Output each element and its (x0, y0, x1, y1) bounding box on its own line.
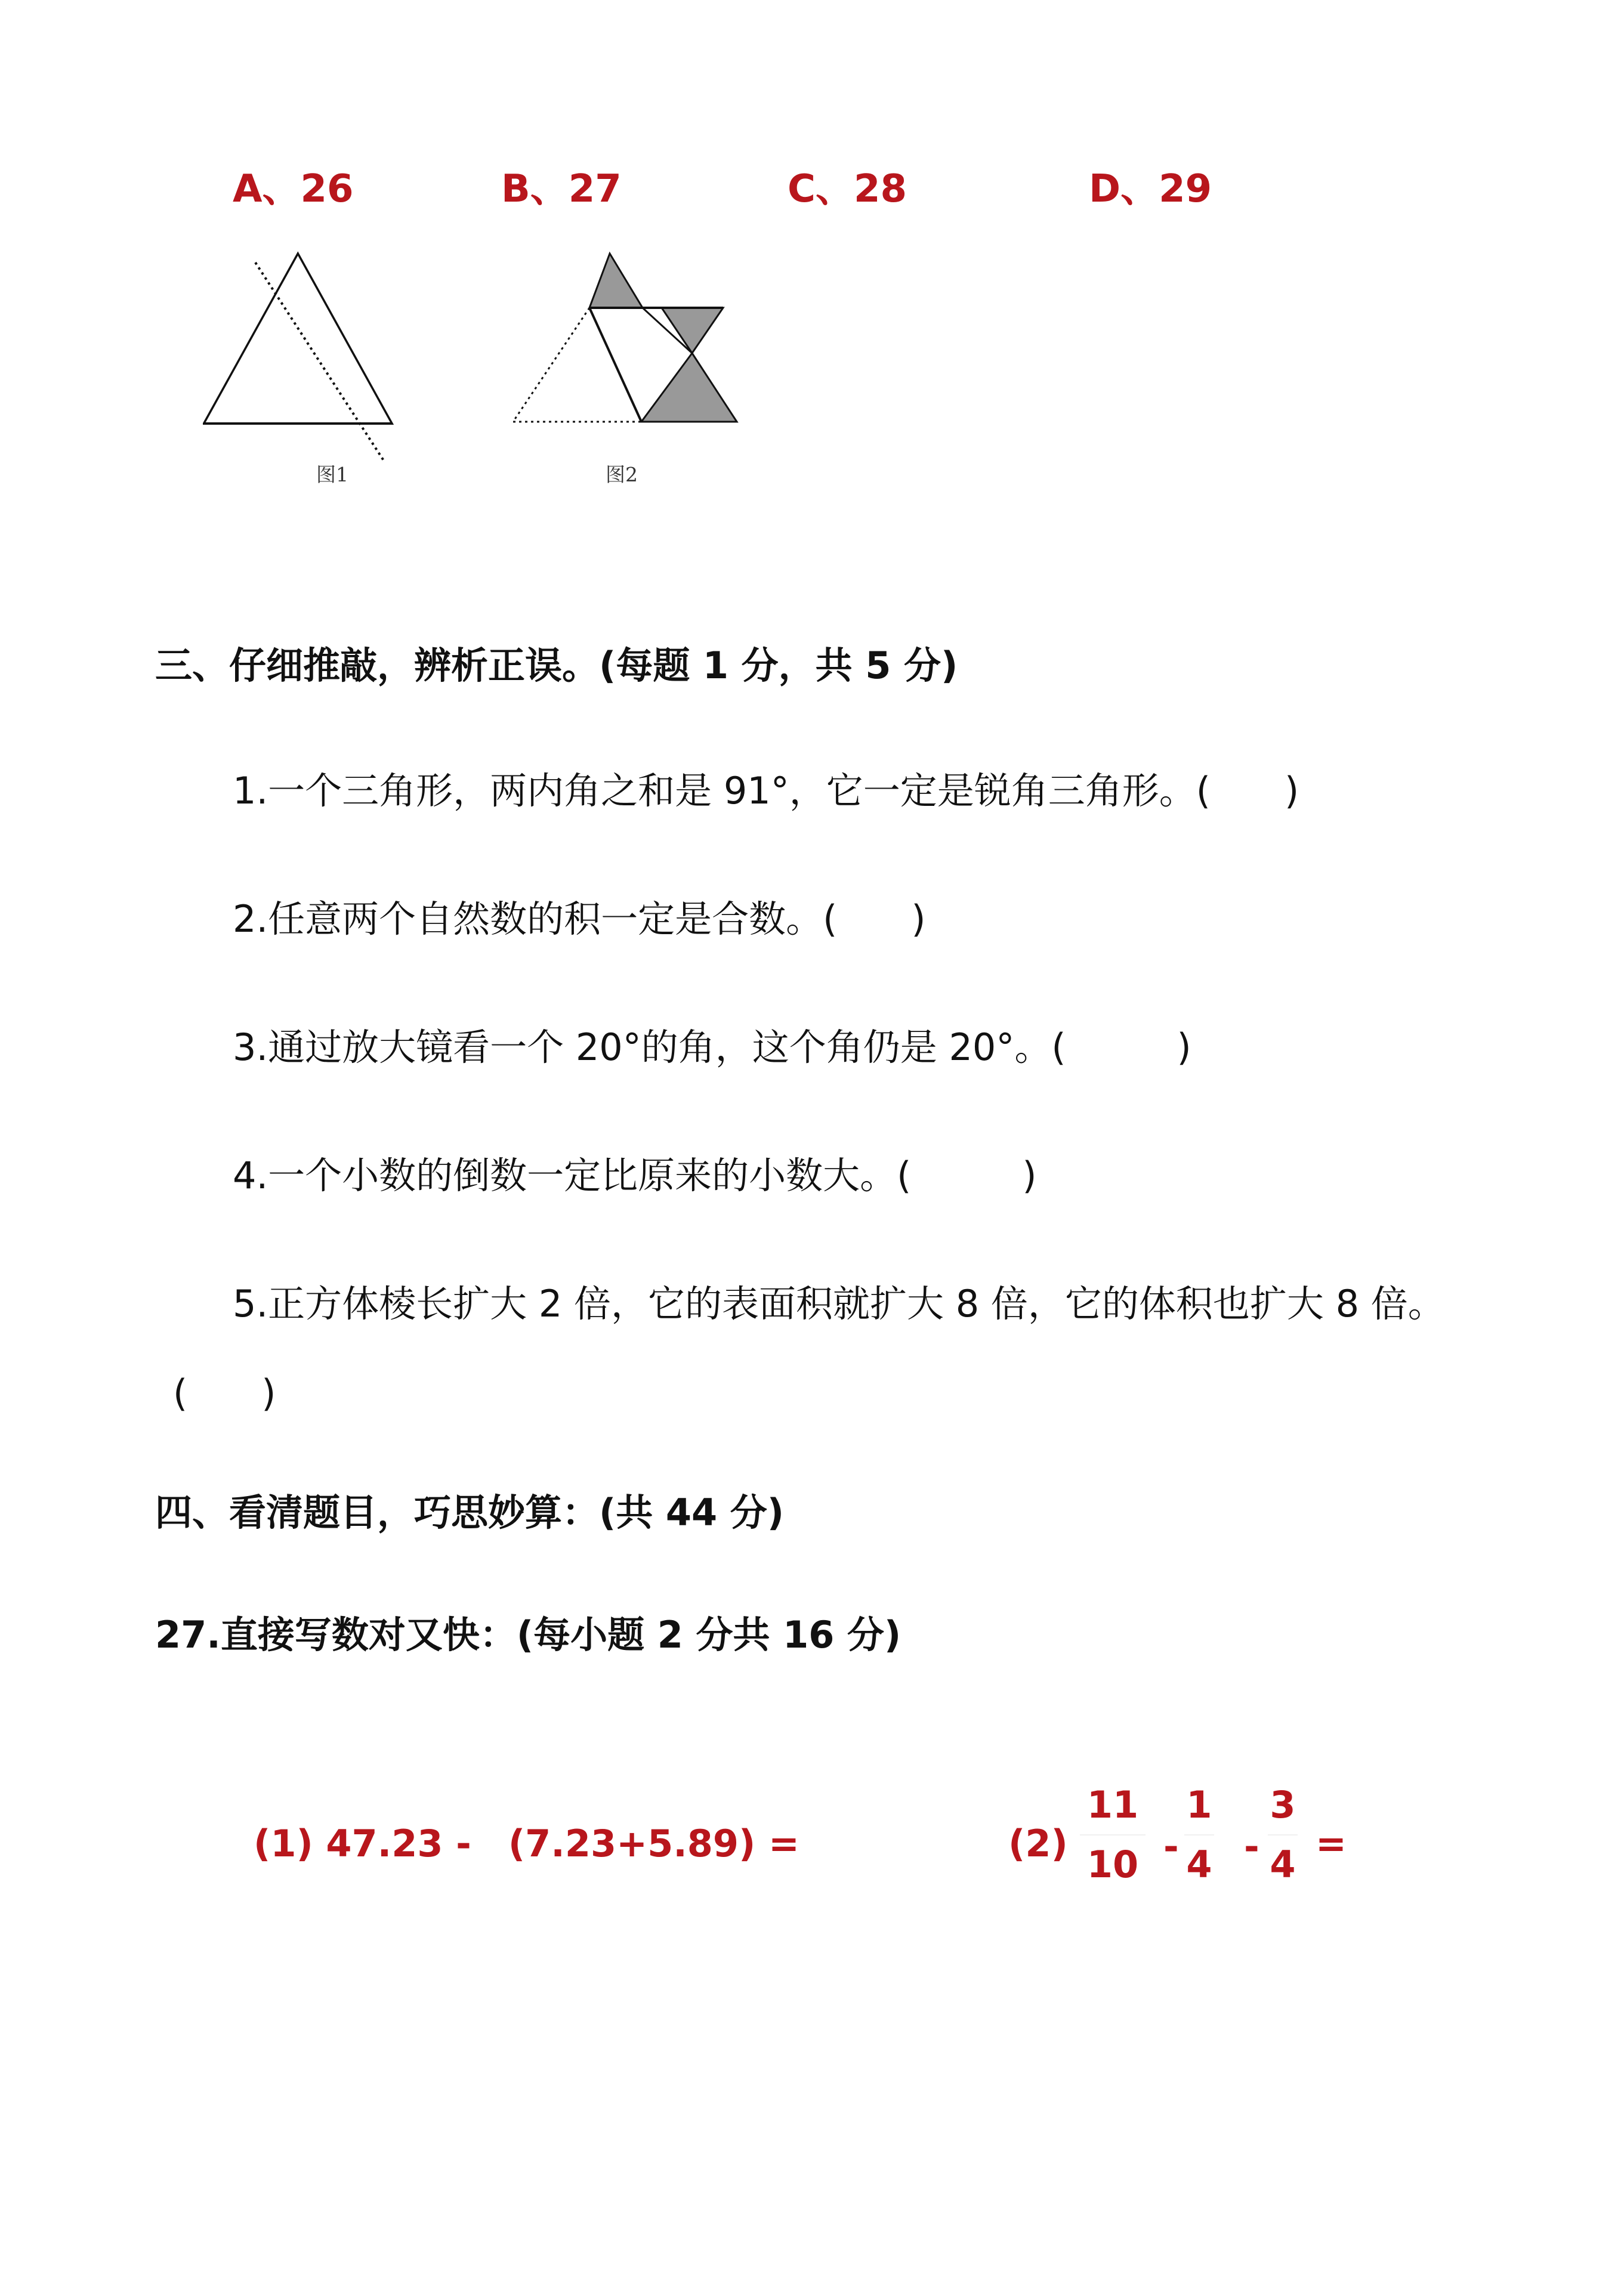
fraction-2 (1184, 1783, 1214, 1886)
fraction-3 (1268, 1783, 1298, 1886)
section-4-heading: 四、看清题目，巧思妙算：(共 44 分) (155, 1491, 785, 1534)
section-3-heading: 三、仔细推敲，辨析正误。(每题 1 分，共 5 分) (155, 644, 958, 687)
figure-2-folded-triangle (501, 245, 752, 435)
triangle-shape (204, 254, 392, 424)
question-item: 5.正方体棱长扩大 2 倍，它的表面积就扩大 8 倍，它的体积也扩大 8 倍。 (233, 1282, 1445, 1325)
fraction-bar (1268, 1834, 1298, 1835)
calc-1: (1) 47.23 - (7.23+5.89) = (254, 1822, 799, 1865)
option-c: C、28 (788, 167, 907, 211)
figure-1-triangle (203, 245, 406, 471)
dotted-left-edge (513, 308, 589, 422)
fraction-numerator: 3 (1270, 1783, 1296, 1827)
fraction-denominator: 4 (1270, 1843, 1296, 1886)
fraction-denominator: 10 (1086, 1843, 1139, 1886)
fraction-1 (1080, 1783, 1146, 1886)
question-item: 2.任意两个自然数的积一定是合数。( ) (233, 897, 926, 941)
minus-operator: - (1244, 1825, 1259, 1868)
shaded-bottom-triangle (641, 353, 737, 422)
question-item: 1.一个三角形，两内角之和是 91°，它一定是锐角三角形。( ) (233, 769, 1299, 812)
calc-2-label: (2) (1008, 1822, 1068, 1865)
fraction-bar (1184, 1834, 1214, 1835)
equals-sign: = (1316, 1822, 1347, 1865)
shaded-top-tip (589, 254, 643, 308)
shaded-mid-triangle (662, 308, 723, 353)
question-item: 4.一个小数的倒数一定比原来的小数大。( ) (233, 1154, 1037, 1197)
option-d: D、29 (1089, 167, 1212, 211)
fraction-numerator: 1 (1186, 1783, 1212, 1827)
fraction-bar (1080, 1834, 1146, 1835)
fraction-numerator: 11 (1086, 1783, 1139, 1827)
option-a: A、26 (233, 167, 354, 211)
figure-2-caption: 图2 (606, 463, 638, 486)
question-item: 3.通过放大镜看一个 20°的角，这个角仍是 20°。( ) (233, 1025, 1191, 1069)
option-b: B、27 (501, 167, 622, 211)
fraction-denominator: 4 (1186, 1843, 1212, 1886)
figure-1-caption: 图1 (316, 463, 348, 486)
question-27-heading: 27.直接写数对又快：(每小题 2 分共 16 分) (155, 1613, 901, 1657)
question-answer-blank: ( ) (173, 1371, 276, 1415)
minus-operator: - (1163, 1825, 1179, 1868)
